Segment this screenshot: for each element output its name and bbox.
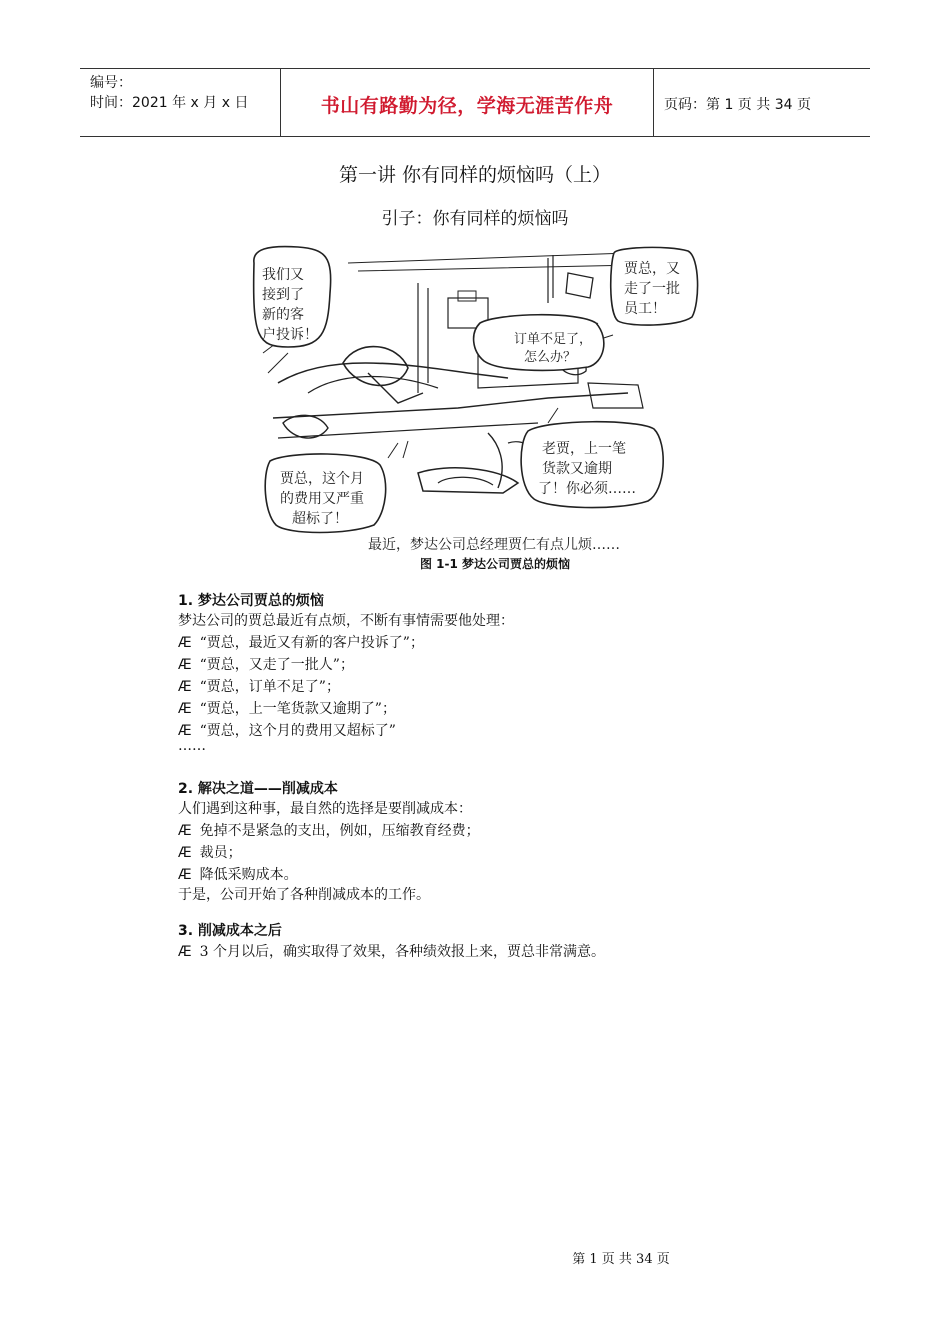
bullet-marker: Æ bbox=[178, 823, 192, 839]
page-number-label: 页码：第 1 页 共 34 页 bbox=[664, 97, 811, 113]
page-title: 第一讲 你有同样的烦恼吗（上） bbox=[338, 164, 612, 186]
document-date-label: 时间：2021 年 x 月 x 日 bbox=[90, 95, 249, 111]
bullet-marker: Æ bbox=[178, 657, 192, 673]
list-item: 于是，公司开始了各种削减成本的工作。 bbox=[178, 887, 430, 903]
header-left-cell bbox=[80, 69, 281, 136]
section-heading: 2. 解决之道——削减成本 bbox=[178, 781, 338, 797]
bullet-marker: Æ bbox=[178, 867, 192, 883]
section-heading: 1. 梦达公司贾总的烦恼 bbox=[178, 593, 324, 609]
header-center-cell bbox=[281, 69, 654, 136]
bubble-line: 超标了！ bbox=[292, 511, 348, 527]
bubble-line: 贾总，这个月 bbox=[280, 471, 364, 487]
header-right-cell bbox=[654, 69, 870, 136]
speech-bubble-payment bbox=[521, 422, 663, 508]
list-item: Æ “贾总，这个月的费用又超标了” bbox=[178, 723, 396, 739]
bullet-marker: Æ bbox=[178, 679, 192, 695]
speech-bubble-staff-left bbox=[611, 247, 698, 325]
header-motto: 书山有路勤为径，学海无涯苦作舟 bbox=[320, 95, 614, 117]
list-item: …… bbox=[178, 738, 206, 754]
figure-caption: 图 1-1 梦达公司贾总的烦恼 bbox=[419, 557, 571, 571]
list-item: Æ 降低采购成本。 bbox=[178, 867, 298, 883]
bubble-line: 走了一批 bbox=[624, 281, 680, 297]
page-footer: 第 1 页 共 34 页 bbox=[572, 1252, 670, 1267]
bullet-marker: Æ bbox=[178, 845, 192, 861]
bubble-line: 贾总，又 bbox=[624, 261, 680, 277]
bullet-marker: Æ bbox=[178, 944, 192, 960]
bubble-line: 的费用又严重 bbox=[280, 491, 364, 507]
list-item: Æ “贾总，又走了一批人”； bbox=[178, 657, 354, 673]
section-heading: 3. 削减成本之后 bbox=[178, 923, 282, 939]
bubble-line: 员工！ bbox=[624, 301, 666, 317]
bubble-line: 户投诉！ bbox=[262, 327, 318, 343]
bubble-line: 新的客 bbox=[262, 307, 304, 323]
cartoon-illustration bbox=[248, 243, 700, 555]
list-item: Æ 免掉不是紧急的支出，例如，压缩教育经费； bbox=[178, 823, 480, 839]
bubble-line: 我们又 bbox=[262, 267, 304, 283]
document-number-label: 编号： bbox=[90, 75, 132, 91]
bubble-line: 接到了 bbox=[262, 287, 304, 303]
speech-bubble-orders bbox=[474, 315, 604, 371]
list-item: 梦达公司的贾总最近有点烦，不断有事情需要他处理： bbox=[178, 613, 514, 629]
list-item: Æ 3 个月以后，确实取得了效果，各种绩效报上来，贾总非常满意。 bbox=[178, 944, 605, 960]
list-item: 人们遇到这种事，最自然的选择是要削减成本： bbox=[178, 801, 472, 817]
header-table bbox=[80, 68, 870, 137]
list-item: Æ “贾总，最近又有新的客户投诉了”； bbox=[178, 635, 424, 651]
bubble-line: 订单不足了， bbox=[514, 332, 593, 347]
speech-bubble-complaint bbox=[254, 247, 331, 347]
bubble-line: 老贾，上一笔 bbox=[542, 441, 626, 457]
cartoon-bottom-text: 最近，梦达公司总经理贾仁有点儿烦…… bbox=[368, 537, 620, 553]
bullet-marker: Æ bbox=[178, 635, 192, 651]
speech-bubble-expenses bbox=[265, 454, 385, 533]
bullet-marker: Æ bbox=[178, 723, 192, 739]
bubble-line: 货款又逾期 bbox=[542, 461, 612, 477]
list-item: Æ 裁员； bbox=[178, 845, 242, 861]
bubble-line: 了！你必须…… bbox=[538, 481, 636, 497]
page-subtitle: 引子：你有同样的烦恼吗 bbox=[381, 209, 569, 229]
bubble-line: 怎么办？ bbox=[524, 350, 577, 365]
bullet-marker: Æ bbox=[178, 701, 192, 717]
list-item: Æ “贾总，上一笔货款又逾期了”； bbox=[178, 701, 396, 717]
list-item: Æ “贾总，订单不足了”； bbox=[178, 679, 340, 695]
